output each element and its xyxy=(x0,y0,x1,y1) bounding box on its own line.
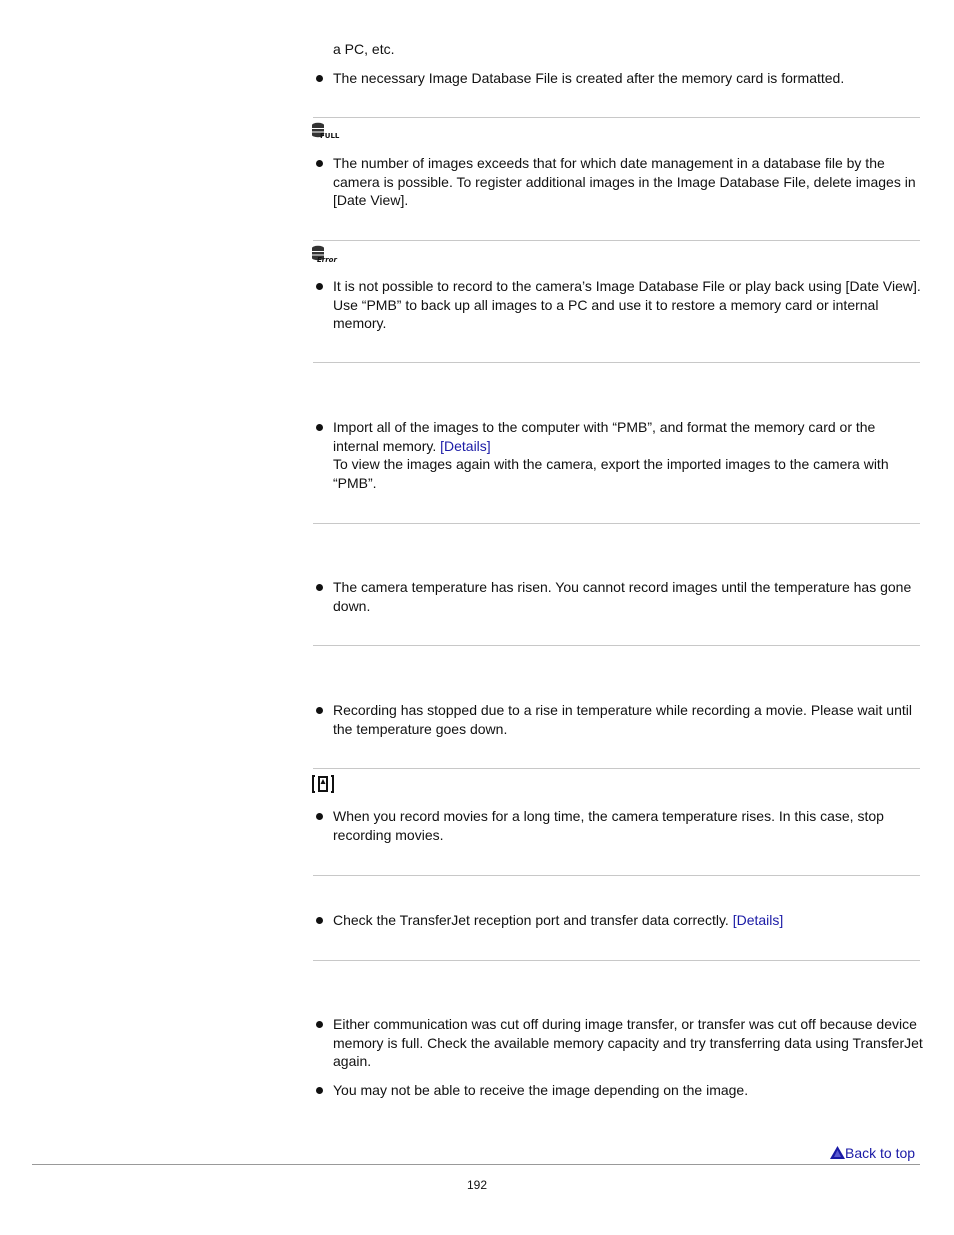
bullet-dot xyxy=(316,584,323,591)
temp-bullet: The camera temperature has risen. You cannot record images until the temperature has gone down. xyxy=(333,579,912,614)
temp-warning-bullet: When you record movies for a long time, the camera temperature rises. In this case, stop recording movies. xyxy=(333,808,884,843)
section-divider xyxy=(313,875,920,876)
bullet-dot xyxy=(316,707,323,714)
intro-bullet: The necessary Image Database File is created after the memory card is formatted. xyxy=(333,70,845,86)
page-number: 192 xyxy=(466,1178,488,1192)
transfer-fail-bullet-2: You may not be able to receive the image depending on the image. xyxy=(333,1082,749,1098)
transferjet-bullet xyxy=(333,911,923,930)
details-link[interactable]: [Details] xyxy=(440,437,491,454)
bullet-dot xyxy=(316,917,323,924)
import-bullet xyxy=(333,418,923,492)
import-bullet-text: Import all of the images to the computer with “PMB”, and format the memory card or the internal memory. xyxy=(333,419,876,454)
transfer-fail-bullet-1: Either communication was cut off during image transfer, or transfer was cut off because device memory is full. Check the available memory capacity and try transferring data using TransferJet again. xyxy=(333,1016,923,1070)
movie-stop-bullet: Recording has stopped due to a rise in temperature while recording a movie. Please wait until the temperature goes down. xyxy=(333,702,912,737)
section-divider xyxy=(313,117,920,118)
database-error-icon-label: Error xyxy=(317,256,337,263)
bullet-dot xyxy=(316,75,323,82)
section-divider xyxy=(313,523,920,524)
import-bullet-note: To view the images again with the camera, export the imported images to the camera with “PMB”. xyxy=(333,456,889,491)
full-bullet: The number of images exceeds that for which date management in a database file by the camera is possible. To register additional images in the Image Database File, delete images in [Date View]. xyxy=(333,155,916,209)
section-divider xyxy=(313,362,920,363)
section-divider xyxy=(313,960,920,961)
database-error-icon xyxy=(311,245,345,266)
database-full-icon xyxy=(311,122,345,143)
bullet-dot xyxy=(316,283,323,290)
bullet-dot xyxy=(316,1087,323,1094)
section-divider xyxy=(313,240,920,241)
bullet-dot xyxy=(316,813,323,820)
error-bullet: It is not possible to record to the camera’s Image Database File or play back using [Date View]. Use “PMB” to back up all images to a PC and use it to restore a memory card or internal memory. xyxy=(333,278,921,332)
back-to-top-label: Back to top xyxy=(845,1145,916,1161)
up-arrow-icon xyxy=(830,1146,845,1162)
details-link[interactable]: [Details] xyxy=(732,912,784,928)
bullet-dot xyxy=(316,160,323,167)
footer-divider xyxy=(32,1164,920,1165)
temperature-warning-icon xyxy=(311,774,335,797)
section-divider xyxy=(313,768,920,769)
bullet-dot xyxy=(316,1021,323,1028)
section-divider xyxy=(313,645,920,646)
bullet-dot xyxy=(316,424,323,431)
database-full-icon-label: FULL xyxy=(320,132,340,140)
back-to-top-link[interactable] xyxy=(830,1145,915,1162)
intro-continuation: a PC, etc. xyxy=(333,41,395,57)
transferjet-bullet-text: Check the TransferJet reception port and transfer data correctly. xyxy=(333,912,729,928)
